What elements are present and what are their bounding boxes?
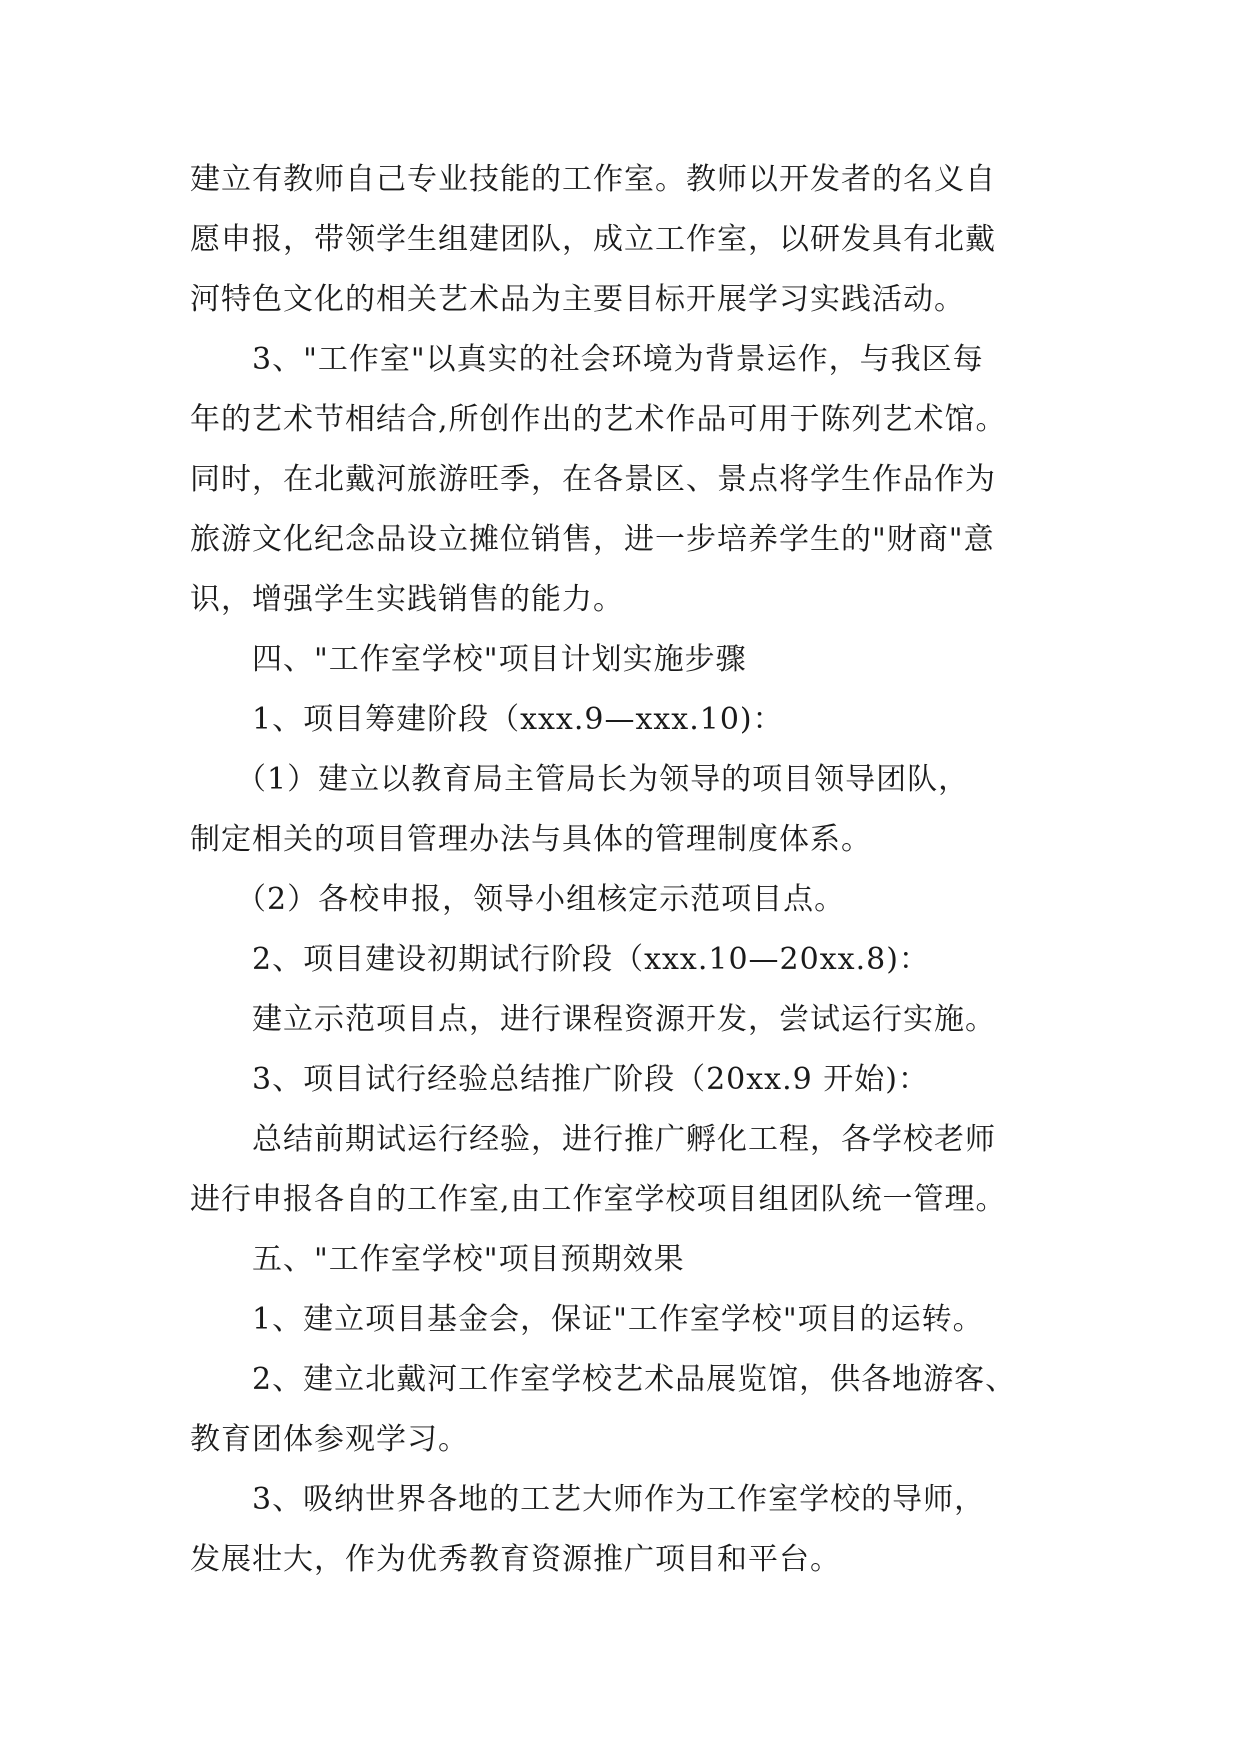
paragraph-line: 1、建立项目基金会，保证"工作室学校"项目的运转。: [252, 1302, 984, 1337]
paragraph-line: 旅游文化纪念品设立摊位销售，进一步培养学生的"财商"意: [190, 522, 995, 557]
paragraph-line: 建立示范项目点，进行课程资源开发，尝试运行实施。: [252, 1002, 996, 1037]
paragraph-line: 2、建立北戴河工作室学校艺术品展览馆，供各地游客、: [252, 1362, 1017, 1397]
subsection-heading: 2、项目建设初期试行阶段（xxx.10—20xx.8)：: [252, 942, 930, 977]
paragraph-line: （1）建立以教育局主管局长为领导的项目领导团队，: [236, 762, 970, 797]
paragraph-line: 3、吸纳世界各地的工艺大师作为工作室学校的导师，: [252, 1482, 986, 1517]
paragraph-line: 3、"工作室"以真实的社会环境为背景运作，与我区每: [252, 342, 984, 377]
paragraph-line: 进行申报各自的工作室,由工作室学校项目组团队统一管理。: [190, 1182, 1007, 1217]
subsection-heading: 3、项目试行经验总结推广阶段（20xx.9 开始)：: [252, 1062, 929, 1097]
paragraph-line: （2）各校申报，领导小组核定示范项目点。: [236, 882, 846, 917]
paragraph-line: 发展壮大，作为优秀教育资源推广项目和平台。: [190, 1542, 841, 1577]
paragraph-line: 教育团体参观学习。: [190, 1422, 469, 1457]
paragraph-line: 制定相关的项目管理办法与具体的管理制度体系。: [190, 822, 872, 857]
paragraph-line: 建立有教师自己专业技能的工作室。教师以开发者的名义自: [190, 162, 996, 197]
paragraph-line: 总结前期试运行经验，进行推广孵化工程，各学校老师: [252, 1122, 996, 1157]
paragraph-line: 同时，在北戴河旅游旺季，在各景区、景点将学生作品作为: [190, 462, 996, 497]
paragraph-line: 愿申报，带领学生组建团队，成立工作室，以研发具有北戴: [190, 222, 996, 257]
paragraph-line: 年的艺术节相结合,所创作出的艺术作品可用于陈列艺术馆。: [190, 402, 1007, 437]
subsection-heading: 1、项目筹建阶段（xxx.9—xxx.10)：: [252, 702, 784, 737]
section-heading: 五、"工作室学校"项目预期效果: [252, 1242, 685, 1277]
document-body: [190, 150, 1070, 1590]
paragraph-line: 河特色文化的相关艺术品为主要目标开展学习实践活动。: [190, 282, 965, 317]
paragraph-line: 识，增强学生实践销售的能力。: [190, 582, 624, 617]
section-heading: 四、"工作室学校"项目计划实施步骤: [252, 642, 747, 677]
